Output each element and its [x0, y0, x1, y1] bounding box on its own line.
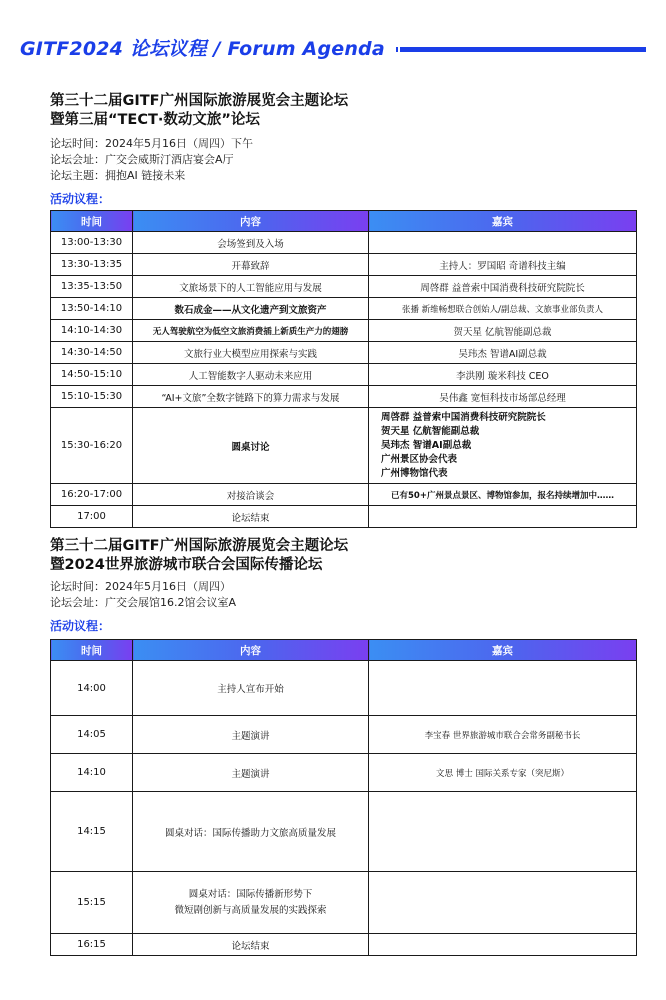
forum1-agenda-label: 活动议程： — [50, 192, 111, 206]
content-line: 微短剧创新与高质量发展的实践探索 — [174, 904, 327, 916]
table-row — [51, 792, 637, 872]
row-time: 15:15 — [51, 872, 133, 934]
row-time: 14:50-15:10 — [51, 364, 133, 386]
forum1-theme: 论坛主题：拥抱AI 链接未来 — [50, 169, 186, 182]
row-time: 16:15 — [51, 934, 133, 956]
row-time: 13:30-13:35 — [51, 254, 133, 276]
row-time: 17:00 — [51, 506, 133, 528]
content-line: 圆桌对话：国际传播新形势下 — [188, 888, 313, 900]
row-guest — [369, 661, 637, 716]
forum2-section — [50, 537, 636, 634]
row-time: 14:10-14:30 — [51, 320, 133, 342]
row-content: 圆桌对话：国际传播助力文旅高质量发展 — [133, 792, 369, 872]
row-time: 16:20-17:00 — [51, 484, 133, 506]
row-time: 14:10 — [51, 754, 133, 792]
row-time: 13:00-13:30 — [51, 232, 133, 254]
table-header-row — [51, 211, 637, 232]
forum2-agenda-table — [50, 639, 637, 956]
forum1-section — [50, 92, 636, 207]
row-time: 13:50-14:10 — [51, 298, 133, 320]
table-header-row — [51, 640, 637, 661]
row-content: 会场签到及入场 — [133, 232, 369, 254]
guest-line: 吴玮杰 智谱AI副总裁 — [381, 439, 472, 451]
table-row — [51, 716, 637, 754]
guest-line: 周啓群 益普索中国消费科技研究院院长 — [381, 411, 546, 423]
table-row-roundtable — [51, 408, 637, 484]
row-content: “AI+文旅”全数字链路下的算力需求与发展 — [133, 386, 369, 408]
forum1-title-line2: 暨第三届“TECT·数动文旅”论坛 — [50, 112, 260, 128]
row-guest: 李洪刚 璇米科技 CEO — [369, 364, 637, 386]
page-header — [20, 34, 385, 62]
row-guest — [369, 506, 637, 528]
row-content: 圆桌讨论 — [133, 408, 369, 484]
row-guest: 张播 新维畅想联合创始人/副总裁、文旅事业部负责人 — [369, 298, 637, 320]
row-content: 开幕致辞 — [133, 254, 369, 276]
row-time: 14:00 — [51, 661, 133, 716]
row-guest: 主持人：罗国昭 奇谱科技主编 — [369, 254, 637, 276]
table-row — [51, 754, 637, 792]
row-content: 无人驾驶航空为低空文旅消费插上新质生产力的翅膀 — [133, 320, 369, 342]
row-content: 主题演讲 — [133, 754, 369, 792]
row-content: 论坛结束 — [133, 934, 369, 956]
table-row — [51, 386, 637, 408]
row-guest-list — [369, 408, 637, 484]
row-guest — [369, 872, 637, 934]
row-guest: 吴伟鑫 宽恒科技市场部总经理 — [369, 386, 637, 408]
forum2-venue: 论坛会址：广交会展馆16.2馆会议室A — [50, 596, 237, 609]
row-guest — [369, 934, 637, 956]
row-content: 主题演讲 — [133, 716, 369, 754]
row-guest — [369, 792, 637, 872]
guest-line: 广州博物馆代表 — [381, 467, 448, 479]
row-content: 文旅场景下的人工智能应用与发展 — [133, 276, 369, 298]
forum2-title-line1: 第三十二届GITF广州国际旅游展览会主题论坛 — [50, 538, 349, 554]
row-guest: 周啓群 益普索中国消费科技研究院院长 — [369, 276, 637, 298]
table-row — [51, 276, 637, 298]
table-row — [51, 934, 637, 956]
table-row — [51, 506, 637, 528]
forum2-table-wrap — [50, 639, 636, 956]
table-row — [51, 484, 637, 506]
guest-line: 贺天星 亿航智能副总裁 — [381, 425, 480, 437]
row-content: 文旅行业大模型应用探索与实践 — [133, 342, 369, 364]
column-header-content: 内容 — [133, 640, 369, 661]
row-guest: 文思 博士 国际关系专家（突尼斯） — [369, 754, 637, 792]
forum2-time: 论坛时间：2024年5月16日（周四） — [50, 580, 231, 593]
forum1-title-line1: 第三十二届GITF广州国际旅游展览会主题论坛 — [50, 93, 349, 109]
forum1-table-wrap — [50, 210, 636, 528]
row-content: 论坛结束 — [133, 506, 369, 528]
row-time: 13:35-13:50 — [51, 276, 133, 298]
table-row — [51, 342, 637, 364]
row-content: 对接洽谈会 — [133, 484, 369, 506]
guest-line: 广州景区协会代表 — [381, 453, 458, 465]
header-accent-bar — [400, 47, 646, 52]
row-guest: 贺天星 亿航智能副总裁 — [369, 320, 637, 342]
column-header-time: 时间 — [51, 640, 133, 661]
table-row — [51, 232, 637, 254]
forum2-title-line2: 暨2024世界旅游城市联合会国际传播论坛 — [50, 557, 323, 573]
table-row — [51, 661, 637, 716]
forum1-agenda-table — [50, 210, 637, 528]
table-row — [51, 872, 637, 934]
column-header-time: 时间 — [51, 211, 133, 232]
header-title: GITF2024 论坛议程 / Forum Agenda — [20, 38, 385, 60]
forum1-time: 论坛时间：2024年5月16日（周四）下午 — [50, 137, 253, 150]
row-time: 15:30-16:20 — [51, 408, 133, 484]
row-time: 14:30-14:50 — [51, 342, 133, 364]
row-guest — [369, 232, 637, 254]
table-row — [51, 254, 637, 276]
column-header-content: 内容 — [133, 211, 369, 232]
row-content — [133, 872, 369, 934]
row-time: 14:05 — [51, 716, 133, 754]
table-row — [51, 298, 637, 320]
table-row — [51, 364, 637, 386]
row-time: 15:10-15:30 — [51, 386, 133, 408]
row-guest: 已有50+广州景点景区、博物馆参加，报名持续增加中…… — [369, 484, 637, 506]
row-time: 14:15 — [51, 792, 133, 872]
column-header-guest: 嘉宾 — [369, 211, 637, 232]
row-content: 数石成金——从文化遗产到文旅资产 — [133, 298, 369, 320]
forum1-venue: 论坛会址：广交会威斯汀酒店宴会A厅 — [50, 153, 234, 166]
row-content: 主持人宣布开始 — [133, 661, 369, 716]
row-guest: 李宝春 世界旅游城市联合会常务副秘书长 — [369, 716, 637, 754]
row-guest: 吴玮杰 智谱AI副总裁 — [369, 342, 637, 364]
row-content: 人工智能数字人驱动未来应用 — [133, 364, 369, 386]
table-row — [51, 320, 637, 342]
forum2-agenda-label: 活动议程： — [50, 619, 111, 633]
column-header-guest: 嘉宾 — [369, 640, 637, 661]
